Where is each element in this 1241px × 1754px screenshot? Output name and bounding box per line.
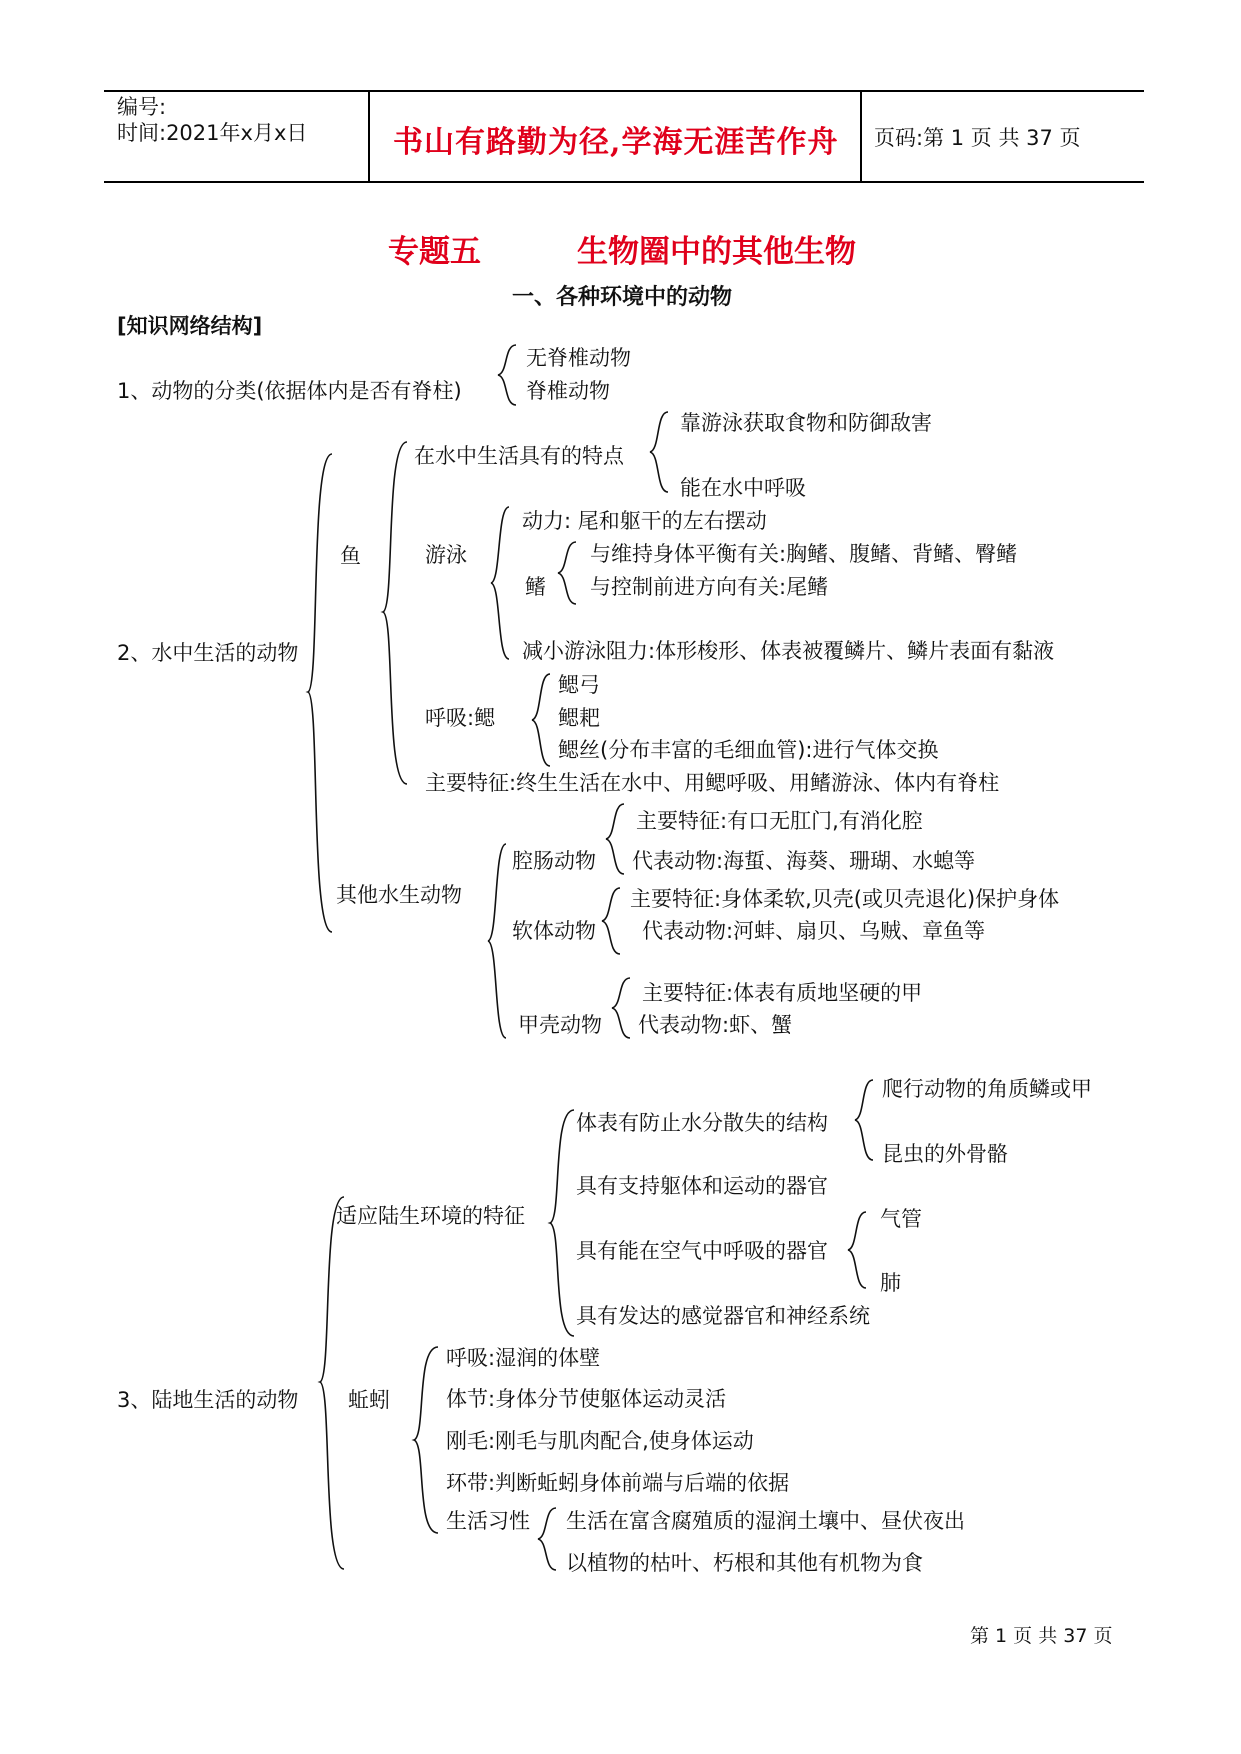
skin-structure: 体表有防止水分散失的结构	[576, 1111, 828, 1135]
page-footer: 第 1 页 共 37 页	[970, 1625, 1113, 1647]
topic-title: 生物圈中的其他生物	[577, 234, 856, 270]
water-feature-brace	[648, 410, 672, 494]
swim-power: 动力: 尾和躯干的左右摆动	[522, 509, 767, 533]
respiratory-item: 气管	[880, 1207, 922, 1231]
coelenterate-brace	[604, 802, 628, 876]
breath-label: 呼吸:鳃	[425, 706, 496, 730]
swim-brace	[489, 505, 513, 661]
other-aquatic-brace	[486, 842, 510, 1040]
gill-item: 鳃丝(分布丰富的毛细血管):进行气体交换	[558, 738, 939, 762]
mollusc-brace	[600, 886, 624, 956]
s2-main-brace	[306, 452, 336, 934]
habit-brace	[536, 1506, 560, 1572]
fin-label: 鳍	[525, 575, 546, 599]
fin-brace	[556, 540, 580, 606]
fin-item: 与控制前进方向有关:尾鳍	[590, 575, 829, 599]
earthworm-item: 刚毛:刚毛与肌肉配合,使身体运动	[446, 1429, 754, 1453]
crustacean-label: 甲壳动物	[518, 1013, 602, 1037]
topic-number: 专题五	[388, 234, 481, 270]
header-motto: 书山有路勤为径,学海无涯苦作舟	[393, 125, 839, 160]
skin-brace	[853, 1078, 877, 1162]
document-number-label: 编号:	[117, 95, 167, 119]
skin-item: 昆虫的外骨骼	[882, 1142, 1008, 1166]
gill-item: 鳃弓	[558, 673, 600, 697]
earthworm-brace	[412, 1345, 442, 1535]
s2-label: 2、水中生活的动物	[117, 641, 299, 665]
coelenterate-item: 代表动物:海蜇、海葵、珊瑚、水螅等	[632, 849, 976, 873]
gill-item: 鳃耙	[558, 706, 600, 730]
fish-brace	[381, 440, 411, 786]
mollusc-item: 主要特征:身体柔软,贝壳(或贝壳退化)保护身体	[630, 887, 1060, 911]
header-divider-right	[860, 90, 862, 183]
earthworm-item: 体节:身体分节使躯体运动灵活	[446, 1387, 727, 1411]
fish-label: 鱼	[340, 544, 361, 568]
respiratory-item: 肺	[880, 1271, 901, 1295]
adapt-label: 适应陆生环境的特征	[336, 1204, 525, 1228]
earthworm-item: 呼吸:湿润的体壁	[446, 1346, 601, 1370]
gill-brace	[530, 672, 554, 768]
earthworm-label: 蚯蚓	[348, 1388, 390, 1412]
mollusc-label: 软体动物	[512, 919, 596, 943]
water-feature-item: 能在水中呼吸	[680, 476, 806, 500]
habit-label: 生活习性	[446, 1509, 530, 1533]
habit-item: 以植物的枯叶、朽根和其他有机物为食	[566, 1551, 923, 1575]
header-divider-left	[368, 90, 370, 183]
document-time-label: 时间:2021年x月x日	[117, 121, 308, 145]
sensory-organs: 具有发达的感觉器官和神经系统	[576, 1304, 870, 1328]
header-top-rule	[104, 90, 1144, 92]
s3-main-brace	[318, 1195, 348, 1571]
s3-label: 3、陆地生活的动物	[117, 1388, 299, 1412]
crustacean-brace	[610, 976, 634, 1040]
header-page-label: 页码:第 1 页 共 37 页	[874, 126, 1081, 150]
crustacean-item: 主要特征:体表有质地坚硬的甲	[642, 981, 923, 1005]
respiratory-organs: 具有能在空气中呼吸的器官	[576, 1239, 828, 1263]
other-aquatic-label: 其他水生动物	[336, 883, 462, 907]
support-organs: 具有支持躯体和运动的器官	[576, 1174, 828, 1198]
adapt-brace	[548, 1108, 578, 1338]
skin-item: 爬行动物的角质鳞或甲	[882, 1077, 1092, 1101]
water-feature-label: 在水中生活具有的特点	[414, 444, 624, 468]
coelenterate-label: 腔肠动物	[512, 849, 596, 873]
s1-brace	[496, 343, 522, 407]
respiratory-brace	[846, 1210, 870, 1290]
mollusc-item: 代表动物:河蚌、扇贝、乌贼、章鱼等	[642, 919, 986, 943]
s1-item: 脊椎动物	[526, 379, 610, 403]
coelenterate-item: 主要特征:有口无肛门,有消化腔	[636, 809, 923, 833]
fish-main-features: 主要特征:终生生活在水中、用鳃呼吸、用鳍游泳、体内有脊柱	[425, 771, 1000, 795]
section-heading: 一、各种环境中的动物	[512, 285, 733, 310]
earthworm-item: 环带:判断蚯蚓身体前端与后端的依据	[446, 1471, 790, 1495]
swim-label: 游泳	[425, 543, 467, 567]
structure-heading: [知识网络结构]	[117, 314, 263, 338]
crustacean-item: 代表动物:虾、蟹	[638, 1013, 793, 1037]
s1-item: 无脊椎动物	[526, 346, 631, 370]
swim-resistance: 减小游泳阻力:体形梭形、体表被覆鳞片、鳞片表面有黏液	[522, 639, 1055, 663]
s1-label: 1、动物的分类(依据体内是否有脊柱)	[117, 379, 462, 403]
water-feature-item: 靠游泳获取食物和防御敌害	[680, 411, 932, 435]
header-bottom-rule	[104, 181, 1144, 183]
habit-item: 生活在富含腐殖质的湿润土壤中、昼伏夜出	[566, 1509, 965, 1533]
fin-item: 与维持身体平衡有关:胸鳍、腹鳍、背鳍、臀鳍	[590, 542, 1018, 566]
